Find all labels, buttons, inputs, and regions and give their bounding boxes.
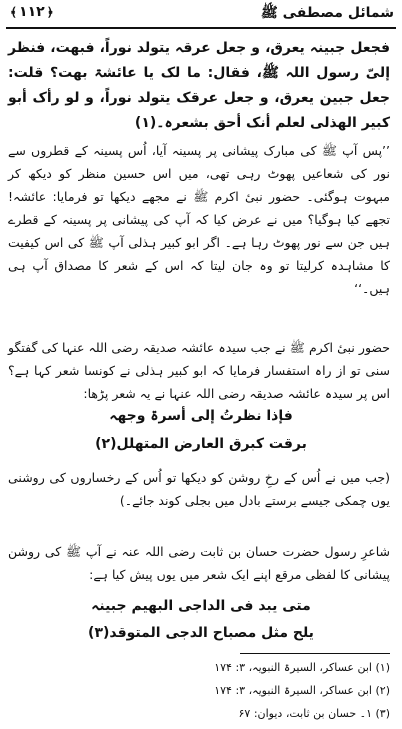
hassan-intro-paragraph: شاعرِ رسول حضرت حسان بن ثابت رضی اللہ عنہ نے آپ ﷺ کی روشن پیشانی کا لفظی مرقع اپنے ایک شعر میں یوں پیش کیا ہے: bbox=[8, 544, 390, 582]
page-number-value: ۱۱۲ bbox=[19, 4, 45, 20]
page-number bbox=[8, 4, 56, 20]
poem-2-line-1: متی یبد فی الداجی البھیم جبینہ bbox=[91, 598, 311, 614]
footnote-2: (۲) ابن عساکر، السیرۃ النبویہ، ۳: ۱۷۴ bbox=[214, 684, 390, 697]
arabic-hadith-paragraph: فجعل جبینہ یعرق، و جعل عرقہ یتولد نوراً، فبھت، فنظر إلیّ رسول اللہ ﷺ، فقال: ما لک یا عائشۃ بھت؟ قلت: جعل جبین یعرق، و جعل عرقک یتولد نوراً، و لو رأک أبو کبیر الھذلی لعلم أنک أحق بشعرہ۔(۱) bbox=[8, 40, 390, 131]
footnote-1: (۱) ابن عساکر، السیرۃ النبویہ، ۳: ۱۷۴ bbox=[214, 661, 390, 674]
poem-1-line-1: فإذا نظرتُ إلی أسرۃ وجھہ bbox=[109, 408, 293, 424]
urdu-explanation-paragraph: حضور نبیٔ اکرم ﷺ نے جب سیدہ عائشہ صدیقہ رضی اللہ عنہا کی گفتگو سنی تو از راہ استفسار فرمایا کہ ابو کبیر ہذلی نے کونسا شعر کہا ہے؟ اس پر سیدہ عائشہ صدیقہ رضی اللہ عنہا نے یہ شعر پڑھا: bbox=[8, 340, 390, 401]
footnote-rule bbox=[240, 653, 390, 654]
page-header bbox=[4, 2, 396, 26]
ornament-left: ﴾ bbox=[10, 5, 18, 19]
poem-1-translation: (جب میں نے اُس کے رخِ روشن کو دیکھا تو اُس کے رخساروں کی روشنی یوں چمکی جیسے برستے بادل میں بجلی کوند جائے۔) bbox=[8, 470, 390, 508]
poem-2-line-2: یلح مثل مصباح الدجی المتوقد(۳) bbox=[88, 625, 314, 641]
ornament-right: ﴿ bbox=[46, 5, 54, 19]
book-title: شمائل مصطفی ﷺ bbox=[260, 5, 394, 21]
header-rule bbox=[6, 27, 396, 29]
footnote-3: (۳) ۱۔ حسان بن ثابت، دیوان: ۶۷ bbox=[238, 707, 390, 720]
poem-1-line-2: برقت کبرق العارض المتھلل(۲) bbox=[95, 436, 307, 452]
urdu-translation-paragraph: ’’پس آپ ﷺ کی مبارک پیشانی پر پسینہ آیا، اُس پسینہ کے قطروں سے نور کی شعاعیں پھوٹ رہی تھی، میں اس حسین منظر کو دیکھ کر مبہوت ہوگئی۔ حضور نبیٔ اکرم ﷺ نے مجھے دیکھا تو فرمایا: عائشہ! تجھے کیا ہوگیا؟ میں نے عرض کیا کہ آپ کی پیشانی پر پسینہ کے قطرے ہیں جن سے نور پھوٹ رہا ہے۔ اگر ابو کبیر ہذلی آپ ﷺ کی اس کیفیت کا مشاہدہ کرلیتا تو وہ جان لیتا کہ اس کے شعر کا مصداق آپ ہی ہیں۔‘‘ bbox=[8, 143, 390, 296]
